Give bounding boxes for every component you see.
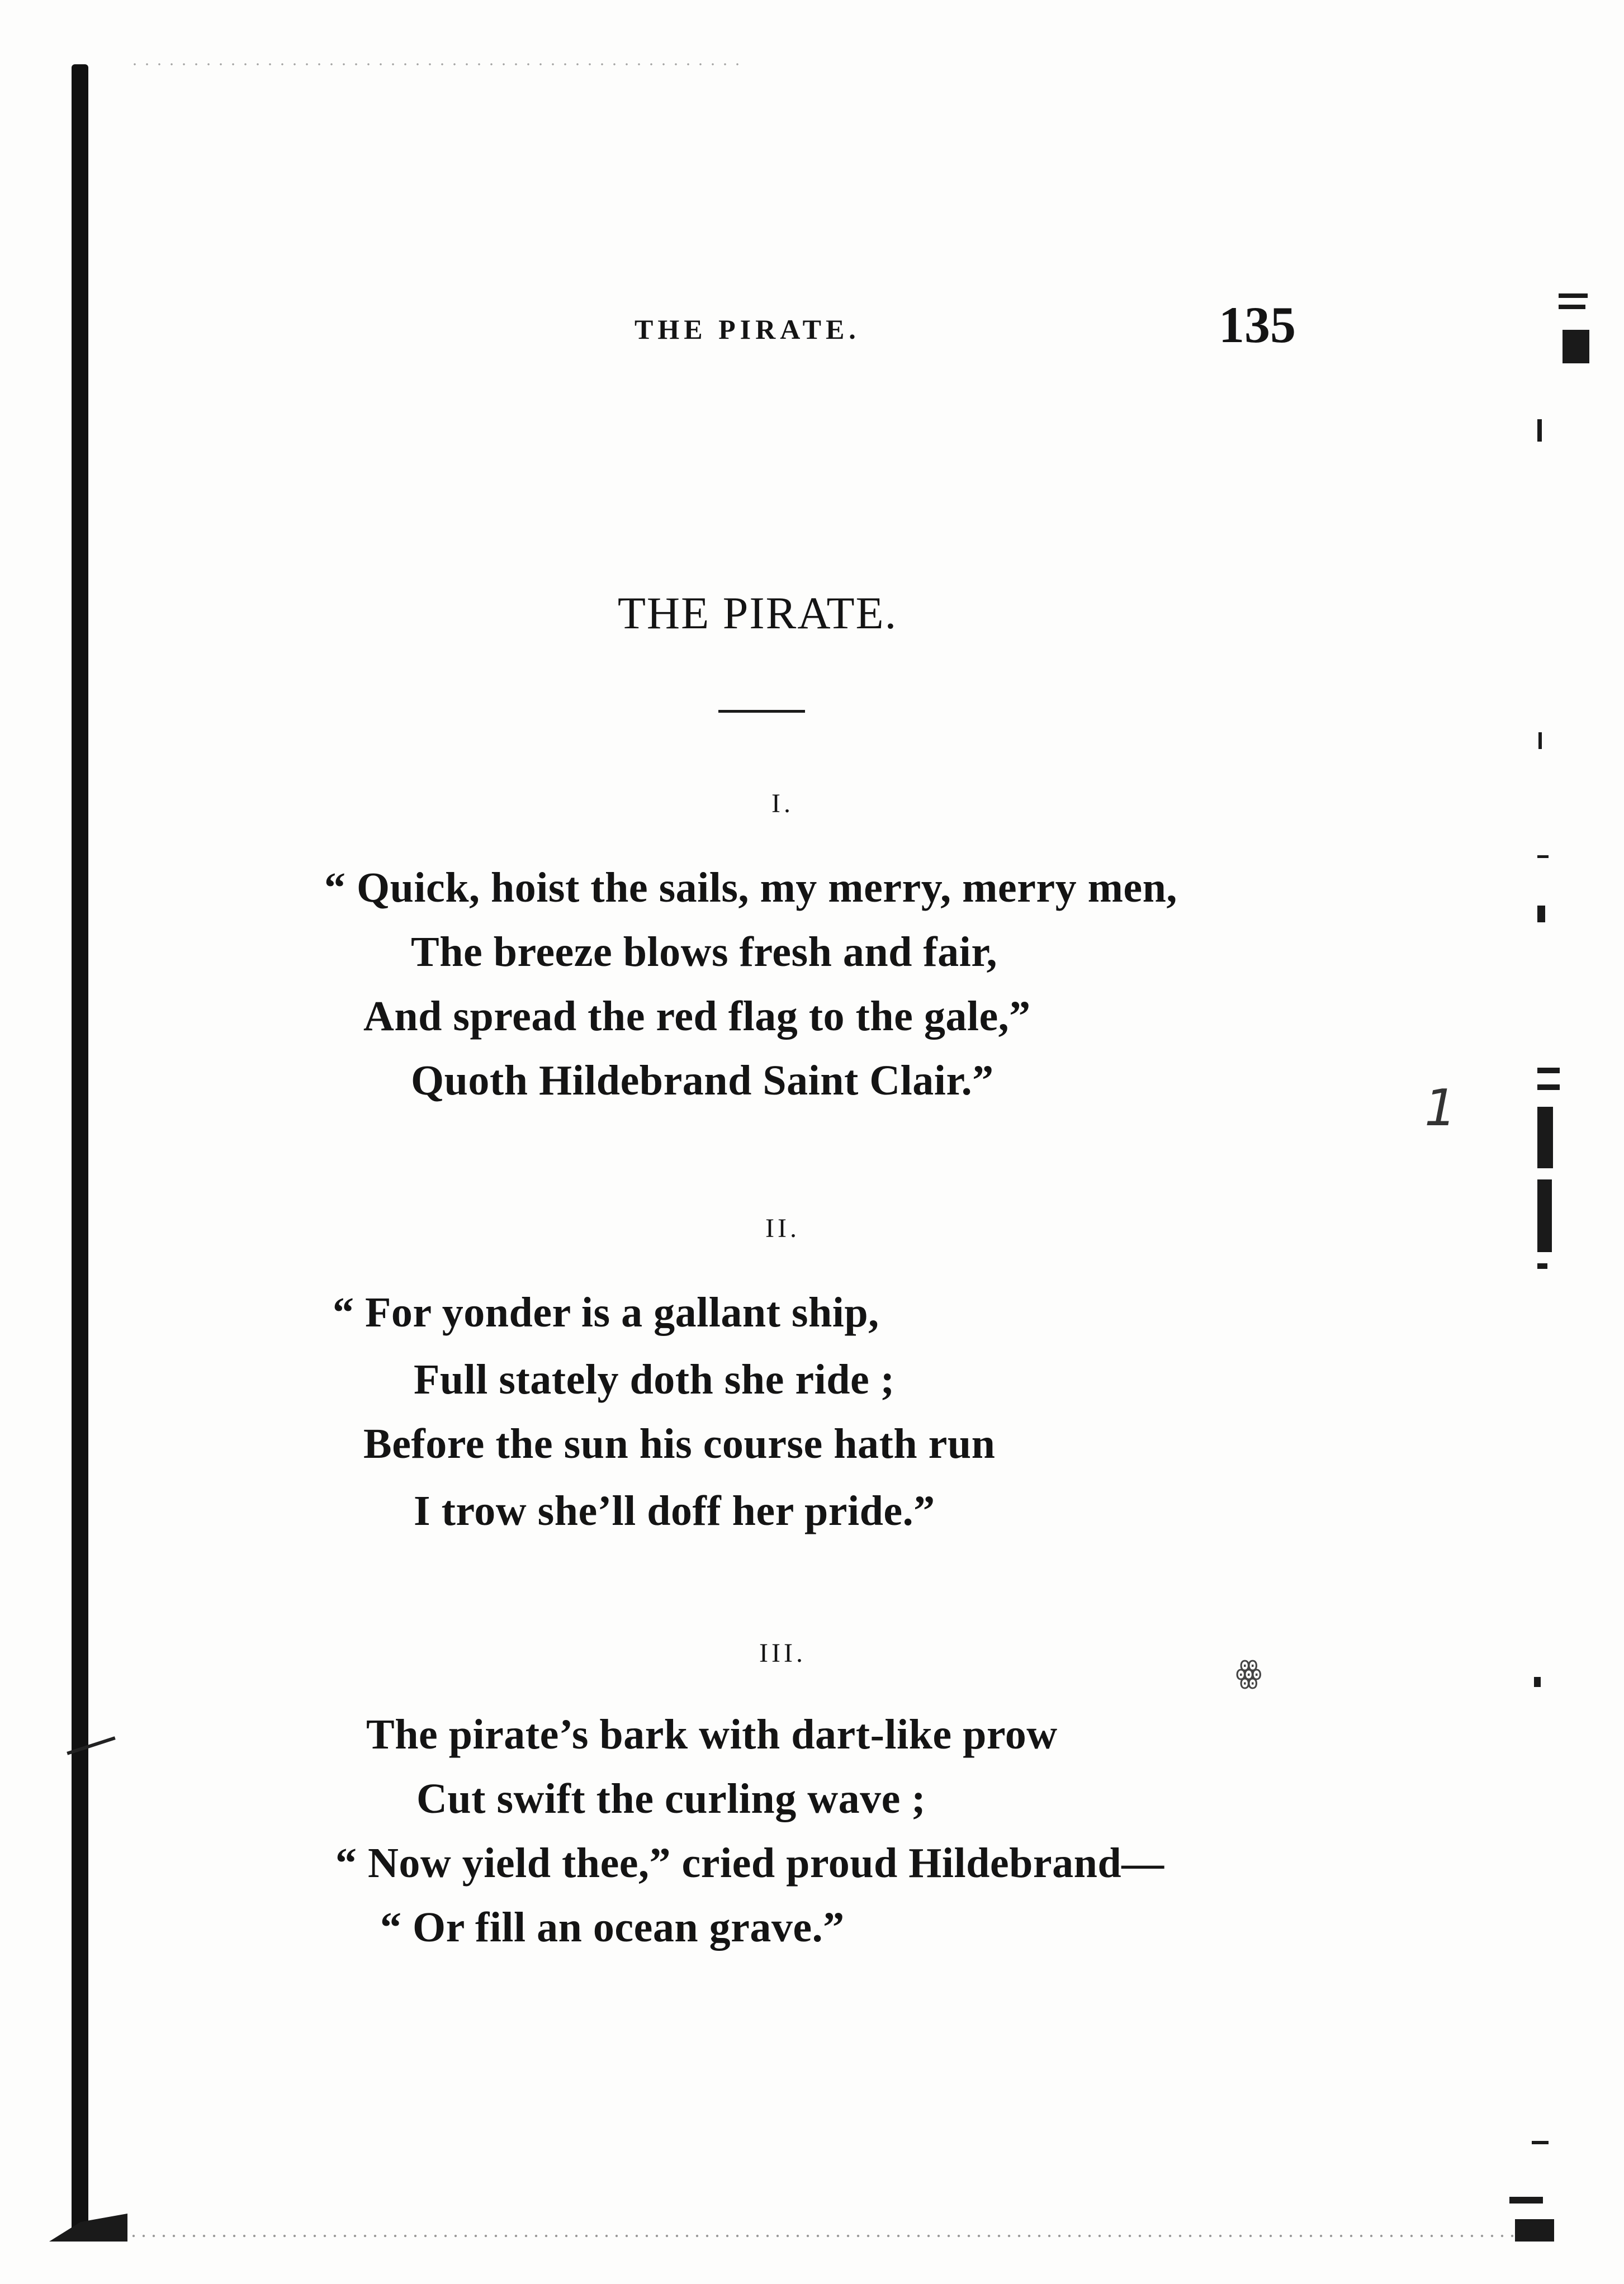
scan-noise-top [129,60,744,68]
stanza-1-line-2: The breeze blows fresh and fair, [411,928,998,975]
stanza-3-line-2: Cut swift the curling wave ; [416,1775,926,1822]
stanza-2-line-1: “ For yonder is a gallant ship, [333,1289,879,1336]
poem-title: THE PIRATE. [617,587,898,638]
stanza-number-2: II. [765,1214,800,1243]
stanza-3-line-1: The pirate’s bark with dart-like prow [366,1711,1058,1758]
printer-ornament-mark: ꙮ [1235,1655,1262,1690]
binding-shadow [72,64,88,2239]
title-rule [718,710,805,713]
running-head: THE PIRATE. [635,314,860,345]
handwritten-margin-mark: 1 [1424,1079,1457,1138]
stanza-1-line-3: And spread the red flag to the gale,” [363,993,1031,1040]
scan-noise-right-edge [1532,84,1554,2236]
stanza-number-3: III. [759,1638,806,1668]
scan-noise-bottom [129,2230,1515,2242]
stanza-1-line-4: Quoth Hildebrand Saint Clair.” [411,1057,994,1104]
stanza-2-line-3: Before the sun his course hath run [363,1420,996,1467]
stanza-2-line-2: Full stately doth she ride ; [414,1356,895,1403]
stanza-number-1: I. [771,789,794,818]
stanza-2-line-4: I trow she’ll doff her pride.” [414,1487,935,1534]
stanza-1-line-1: “ Quick, hoist the sails, my merry, merry men, [324,864,1177,911]
stanza-3-line-4: “ Or fill an ocean grave.” [380,1904,845,1951]
binding-shadow-base [49,2214,127,2242]
page-number: 135 [1219,296,1296,353]
stanza-3-line-3: “ Now yield thee,” cried proud Hildebrand— [335,1840,1164,1887]
